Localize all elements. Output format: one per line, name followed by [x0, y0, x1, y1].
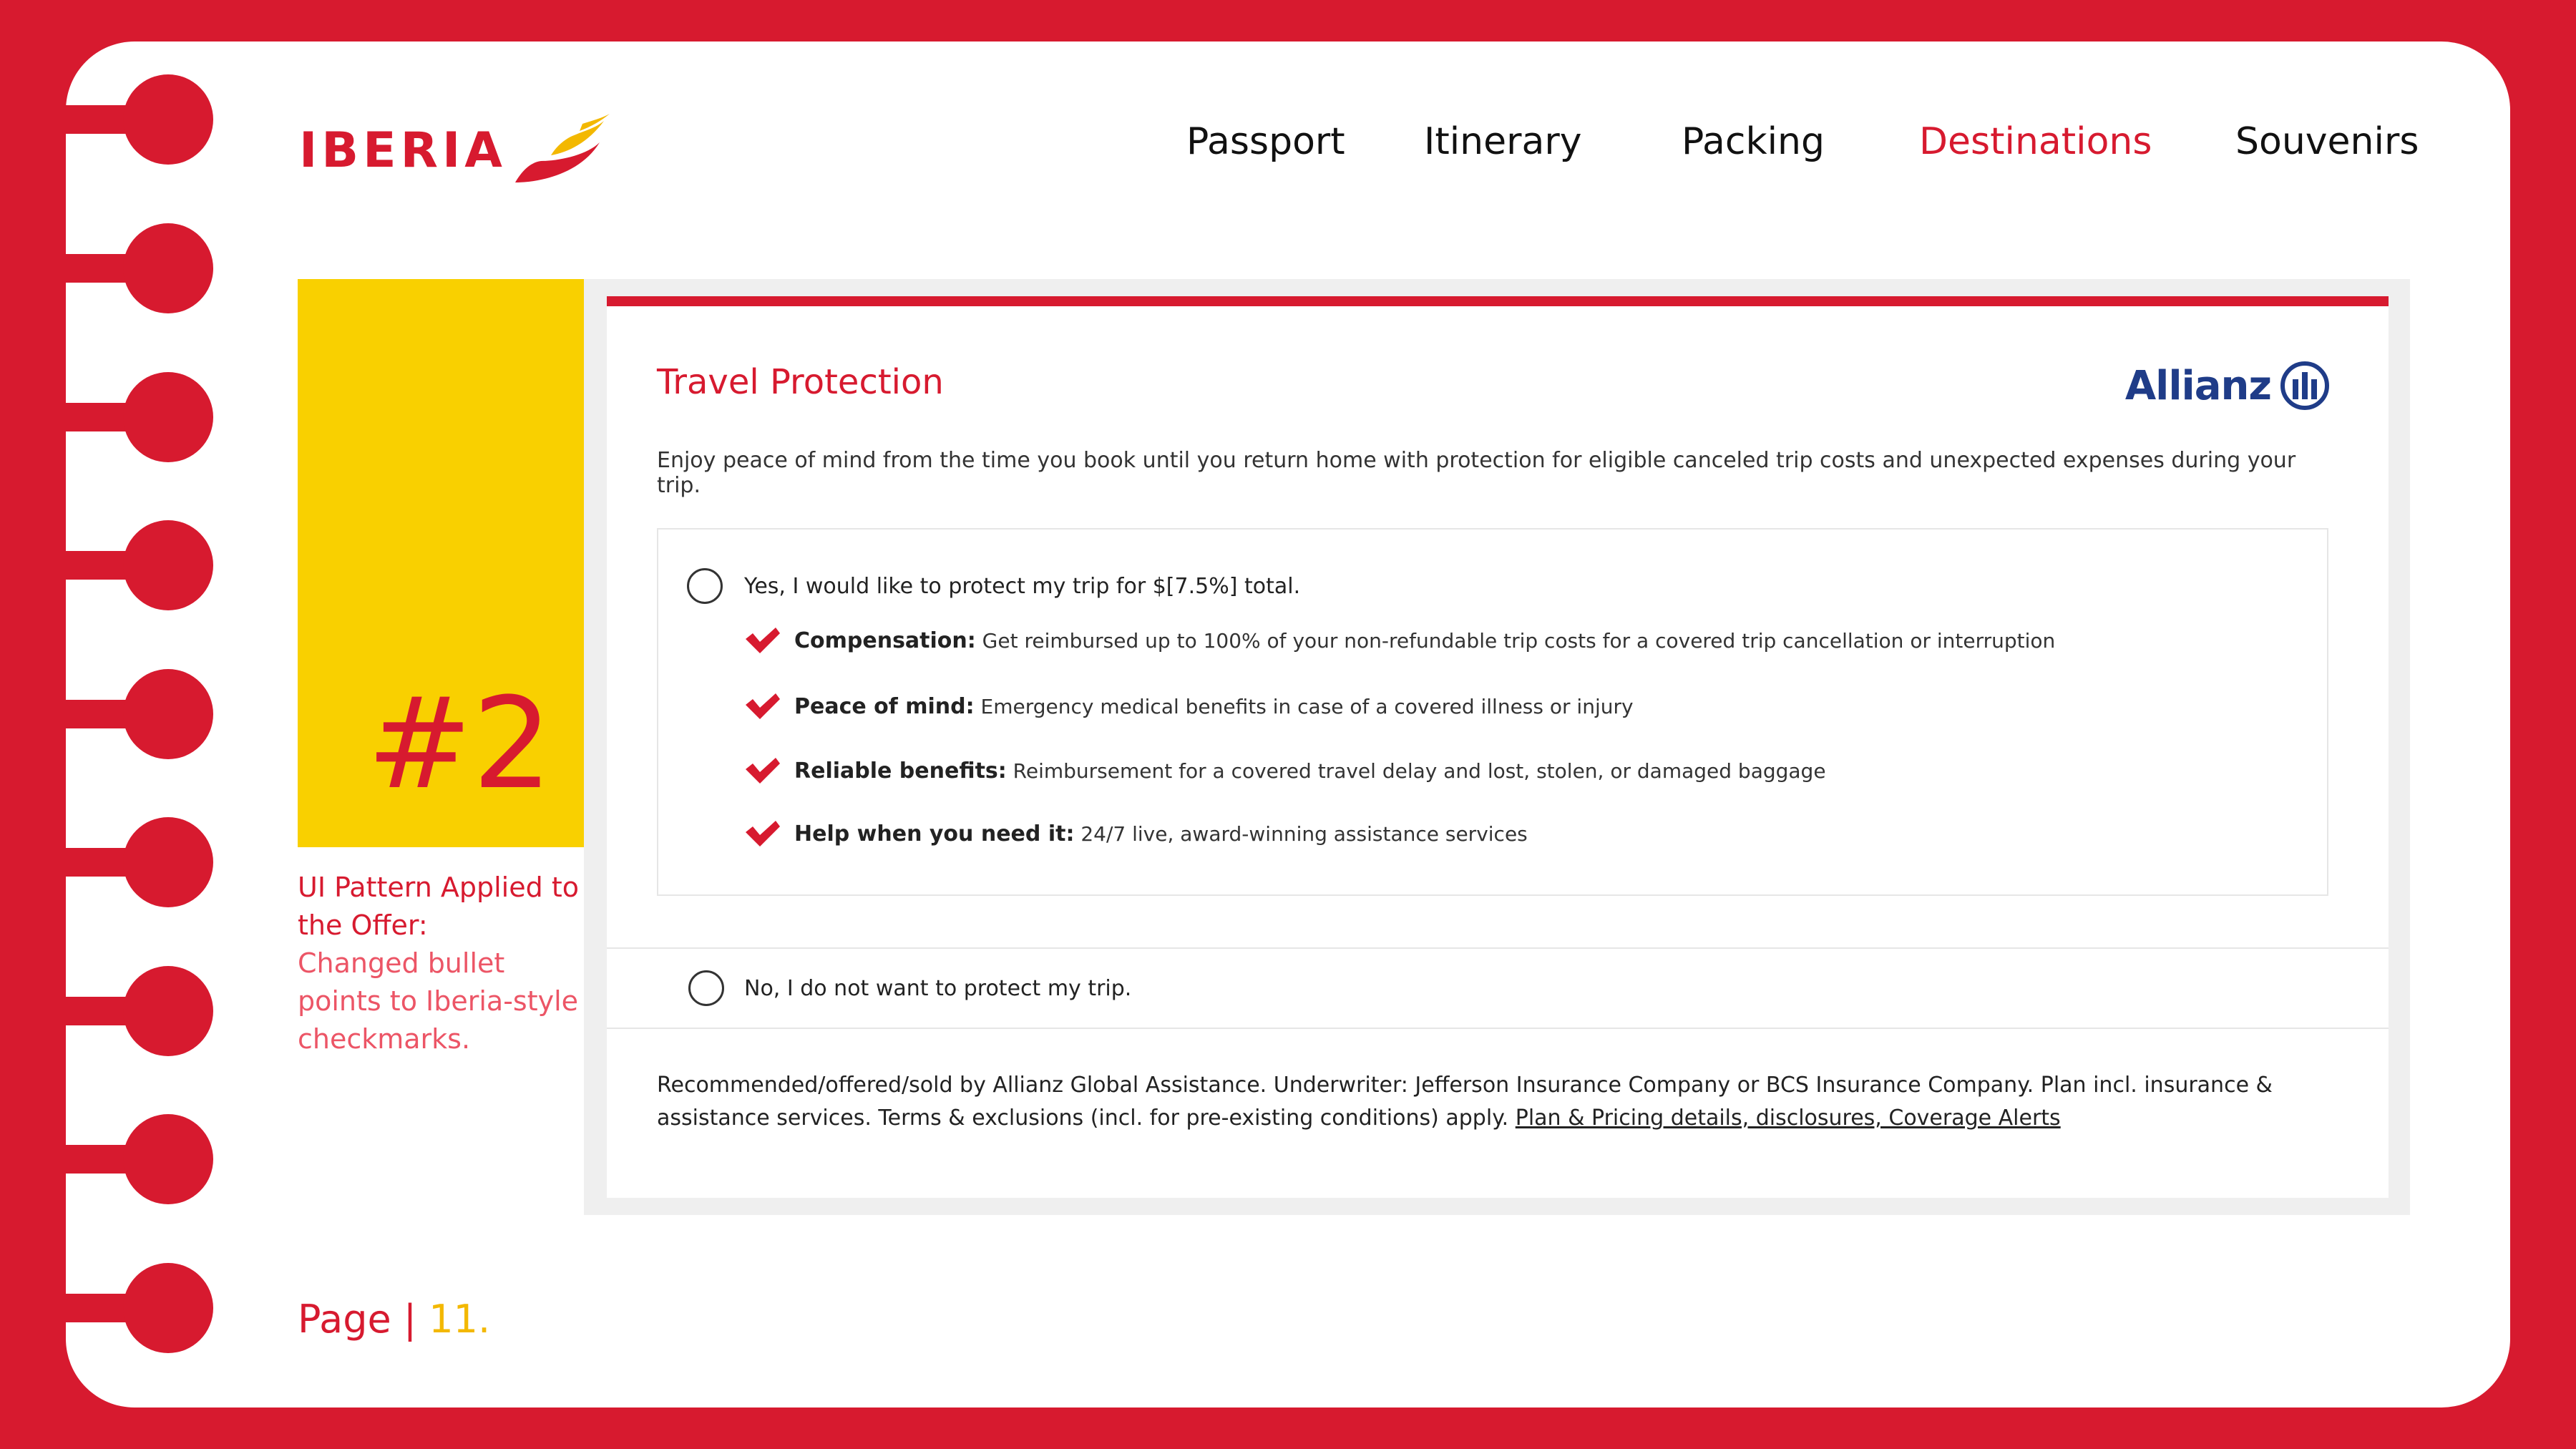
nav-item-souvenirs[interactable]: Souvenirs [2235, 120, 2419, 163]
benefit-item [744, 753, 1826, 789]
benefit-text: 24/7 live, award-winning assistance services [1080, 821, 1528, 846]
pattern-number: #2 [366, 670, 552, 817]
binding-ring [0, 1263, 215, 1353]
benefit-item [744, 816, 1528, 852]
benefit-text: Emergency medical benefits in case of a covered illness or injury [980, 694, 1634, 718]
binding-ring [0, 223, 215, 313]
logo-text: IBERIA [299, 122, 507, 179]
benefit-title: Peace of mind: [794, 693, 975, 719]
benefit-title: Reliable benefits: [794, 758, 1007, 784]
benefit-title: Help when you need it: [794, 821, 1075, 847]
iberia-logo[interactable] [299, 107, 615, 193]
binding-ring [0, 1114, 215, 1204]
allianz-emblem-icon [2280, 361, 2330, 411]
nav-item-packing[interactable]: Packing [1682, 120, 1825, 163]
pattern-number-block [298, 279, 584, 847]
binding-ring [0, 74, 215, 165]
pattern-heading: UI Pattern Applied to the Offer: [298, 872, 579, 941]
nav-item-itinerary[interactable]: Itinerary [1424, 120, 1582, 163]
binding-ring [0, 372, 215, 462]
pattern-description: Changed bullet points to Iberia-style checkmarks. [298, 947, 579, 1055]
benefit-text: Get reimbursed up to 100% of your non-refundable trip costs for a covered trip cancellation or interruption [982, 628, 2056, 653]
binding-ring [0, 520, 215, 610]
radio-no[interactable] [688, 970, 724, 1006]
offer-intro: Enjoy peace of mind from the time you book until you return home with protection for eligible canceled trip costs and unexpected expenses during your trip. [657, 448, 2296, 498]
benefit-text: Reimbursement for a covered travel delay and lost, stolen, or damaged baggage [1013, 758, 1826, 783]
binding-ring [0, 817, 215, 907]
card-accent-bar [607, 296, 2389, 306]
checkmark-icon [744, 819, 781, 848]
disclaimer [657, 1069, 2346, 1135]
option-yes-box [657, 528, 2328, 896]
allianz-logo-text: Allianz [2124, 362, 2271, 409]
nav-item-destinations[interactable]: Destinations [1919, 120, 2152, 163]
checkmark-icon [744, 756, 781, 785]
benefit-title: Compensation: [794, 628, 976, 653]
top-nav [1145, 120, 2419, 170]
option-yes-label[interactable]: Yes, I would like to protect my trip for $[7.5%] total. [744, 574, 1301, 599]
divider [607, 1028, 2389, 1029]
benefit-item [744, 688, 1634, 724]
nav-item-passport[interactable]: Passport [1186, 120, 1345, 163]
checkmark-icon [744, 626, 781, 655]
option-no-label[interactable]: No, I do not want to protect my trip. [744, 976, 1132, 1001]
page-label: Page | [298, 1297, 417, 1342]
checkmark-icon [744, 692, 781, 721]
binding-ring [0, 966, 215, 1056]
page-number-value: 11. [429, 1297, 491, 1342]
allianz-logo [2125, 361, 2330, 411]
disclaimer-text: Recommended/offered/sold by Allianz Global Assistance. Underwriter: Jefferson Insurance Company or BCS Insurance Company. Plan incl. insurance & assistance services. Terms & exclusions (incl. for pre-existing conditions) apply. [657, 1073, 2273, 1131]
plan-details-link[interactable]: Plan & Pricing details, disclosures, Coverage Alerts [1515, 1106, 2061, 1131]
travel-protection-card [607, 296, 2389, 1198]
radio-yes[interactable] [687, 568, 723, 604]
page-number [298, 1297, 490, 1342]
divider [607, 947, 2389, 949]
pattern-caption [298, 869, 584, 1058]
iberia-wing-icon [508, 111, 615, 190]
binding-ring [0, 669, 215, 759]
offer-title: Travel Protection [657, 362, 944, 402]
benefit-item [744, 623, 2055, 658]
